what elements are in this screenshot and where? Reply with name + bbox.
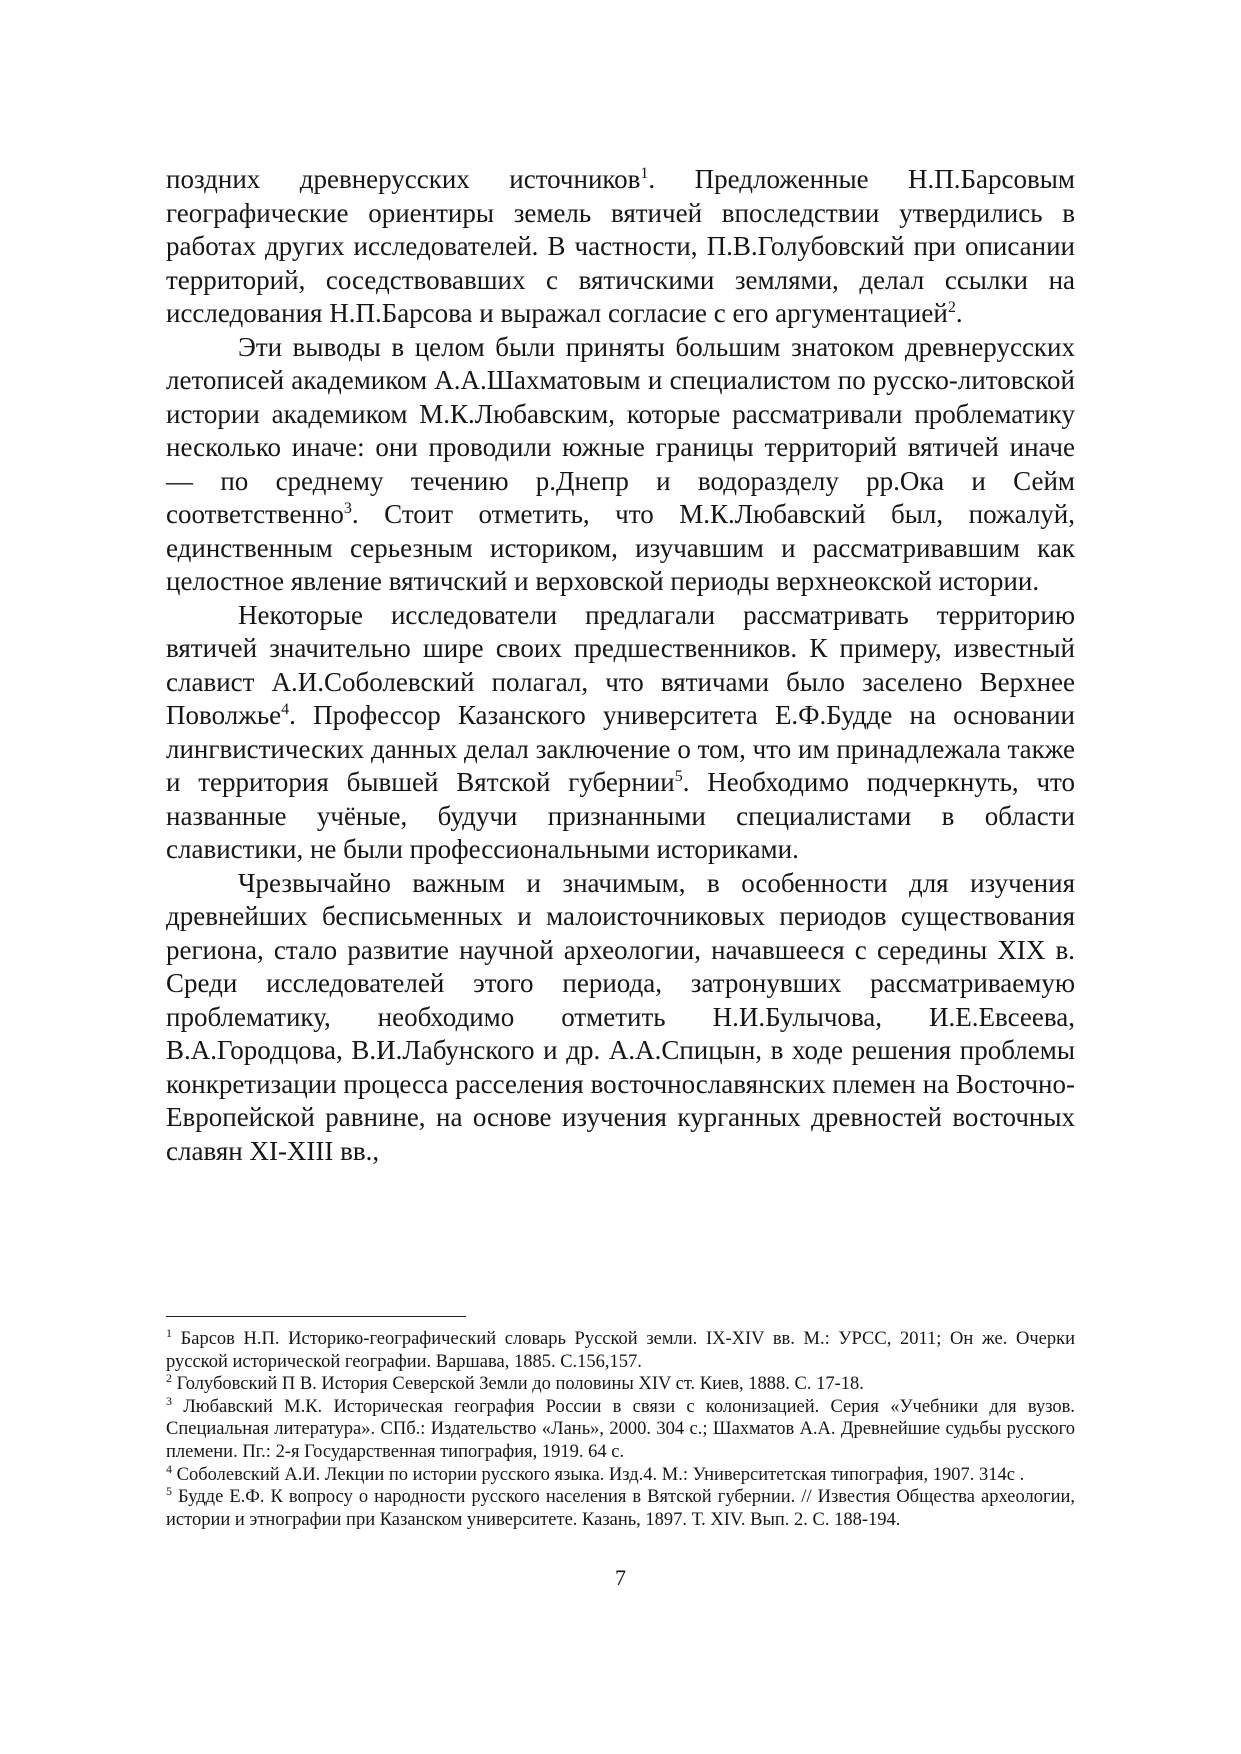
footnote-ref-5: 5: [674, 768, 683, 785]
main-text: [166, 163, 1075, 1168]
paragraph-1-text-2: . Предложенные Н.П.Барсовым географические ориентиры земель вятичей впоследствии утвердились в работах других исследователей. В частности, П.В.Голубовский при описании территорий, соседствовавших с вятичскими землями, делал ссылки на исследования Н.П.Барсова и выражал согласие с его аргументацией: [166, 164, 1076, 328]
footnote-text: Голубовский П В. История Северской Земли до половины XIV ст. Киев, 1888. С. 17-18.: [172, 1374, 864, 1395]
paragraph-2: [166, 331, 1075, 599]
footnote-5: [166, 1486, 1075, 1531]
paragraph-4: [166, 867, 1075, 1169]
footnote-number: 5: [166, 1484, 172, 1498]
footnote-separator: [166, 1316, 466, 1317]
footnote-ref-3: 3: [343, 500, 352, 517]
footnote-1: [166, 1325, 1075, 1373]
paragraph-2-text-2: . Стоит отметить, что М.К.Любавский был, пожалуй, единственным серьезным историком, изучавшим и рассматривавшим как целостное явление вятичский и верховской периоды верхнеокской истории.: [166, 499, 1075, 596]
footnote-4: [166, 1461, 1075, 1487]
paragraph-1-text-1: поздних древнерусских источников: [166, 164, 641, 194]
footnote-ref-1: 1: [640, 165, 649, 182]
footnote-text: Соболевский А.И. Лекции по истории русского языка. Изд.4. М.: Университетская типография, 1907. 314с .: [172, 1464, 1025, 1485]
page-number: 7: [615, 1565, 626, 1590]
footnote-number: 4: [166, 1461, 172, 1476]
footnote-ref-4: 4: [281, 701, 290, 718]
footnote-text: Будде Е.Ф. К вопросу о народности русского населения в Вятской губернии. // Известия Общества археологии, истории и этнографии при Казанском университете. Казань, 1897. Т. XIV. Вып. 2. С. 188-194.: [166, 1487, 1075, 1530]
footnote-number: 2: [166, 1371, 172, 1386]
paragraph-3-text-3: . Необходимо подчеркнуть, что названные учёные, будучи признанными специалистами в области славистики, не были профессиональными историками.: [166, 767, 1075, 864]
footnote-3: [166, 1393, 1075, 1464]
paragraph-1-text-3: .: [955, 298, 963, 328]
paragraph-3-text-2: . Профессор Казанского университета Е.Ф.Будде на основании лингвистических данных делал заключение о том, что им принадлежала также и территория бывшей Вятской губернии: [166, 700, 1075, 797]
footnote-2: [166, 1373, 1075, 1396]
paragraph-4-text-1: Чрезвычайно важным и значимым, в особенности для изучения древнейших бесписьменных и малоисточниковых периодов существования региона, стало развитие научной археологии, начавшееся с середины XIX в. Среди исследователей этого периода, затронувших рассматриваемую проблематику, необходимо отметить Н.И.Булычова, И.Е.Евсеева, В.А.Городцова, В.И.Лабунского и др. А.А.Спицын, в ходе решения проблемы конкретизации процесса расселения восточнославянских племен на Восточно-Европейской равнине, на основе изучения курганных древностей восточных славян XI-XIII вв.,: [166, 867, 1075, 1166]
paragraph-2-text-1: Эти выводы в целом были приняты большим знатоком древнерусских летописей академиком А.А.Шахматовым и специалистом по русско-литовской истории академиком М.К.Любавским, которые рассматривали проблематику несколько иначе: они проводили южные границы территорий вятичей иначе — по среднему течению р.Днепр и водоразделу рр.Ока и Сейм соответственно: [166, 331, 1075, 529]
footnote-ref-2: 2: [947, 299, 956, 316]
paragraph-3: [166, 599, 1075, 867]
footnote-text: Любавский М.К. Историческая география России в связи с колонизацией. Серия «Учебники для вузов. Специальная литература». СПб.: Издательство «Лань», 2000. 304 с.; Шахматов А.А. Древнейшие судьбы русского племени. Пг.: 2-я Государственная типография, 1919. 64 с.: [166, 1396, 1075, 1462]
paragraph-3-text-1: Некоторые исследователи предлагали рассматривать территорию вятичей значительно шире своих предшественников. К примеру, известный славист А.И.Соболевский полагал, что вятичами было заселено Верхнее Поволжье: [166, 599, 1075, 730]
paragraph-1: [166, 163, 1075, 331]
footnote-number: 1: [166, 1325, 172, 1340]
footnotes: [166, 1325, 1075, 1531]
footnote-text: Барсов Н.П. Историко-географический словарь Русской земли. IX-XIV вв. М.: УРСС, 2011; Он же. Очерки русской исторической географии. Варшава, 1885. С.156,157.: [166, 1329, 1075, 1372]
footnote-number: 3: [166, 1393, 172, 1408]
